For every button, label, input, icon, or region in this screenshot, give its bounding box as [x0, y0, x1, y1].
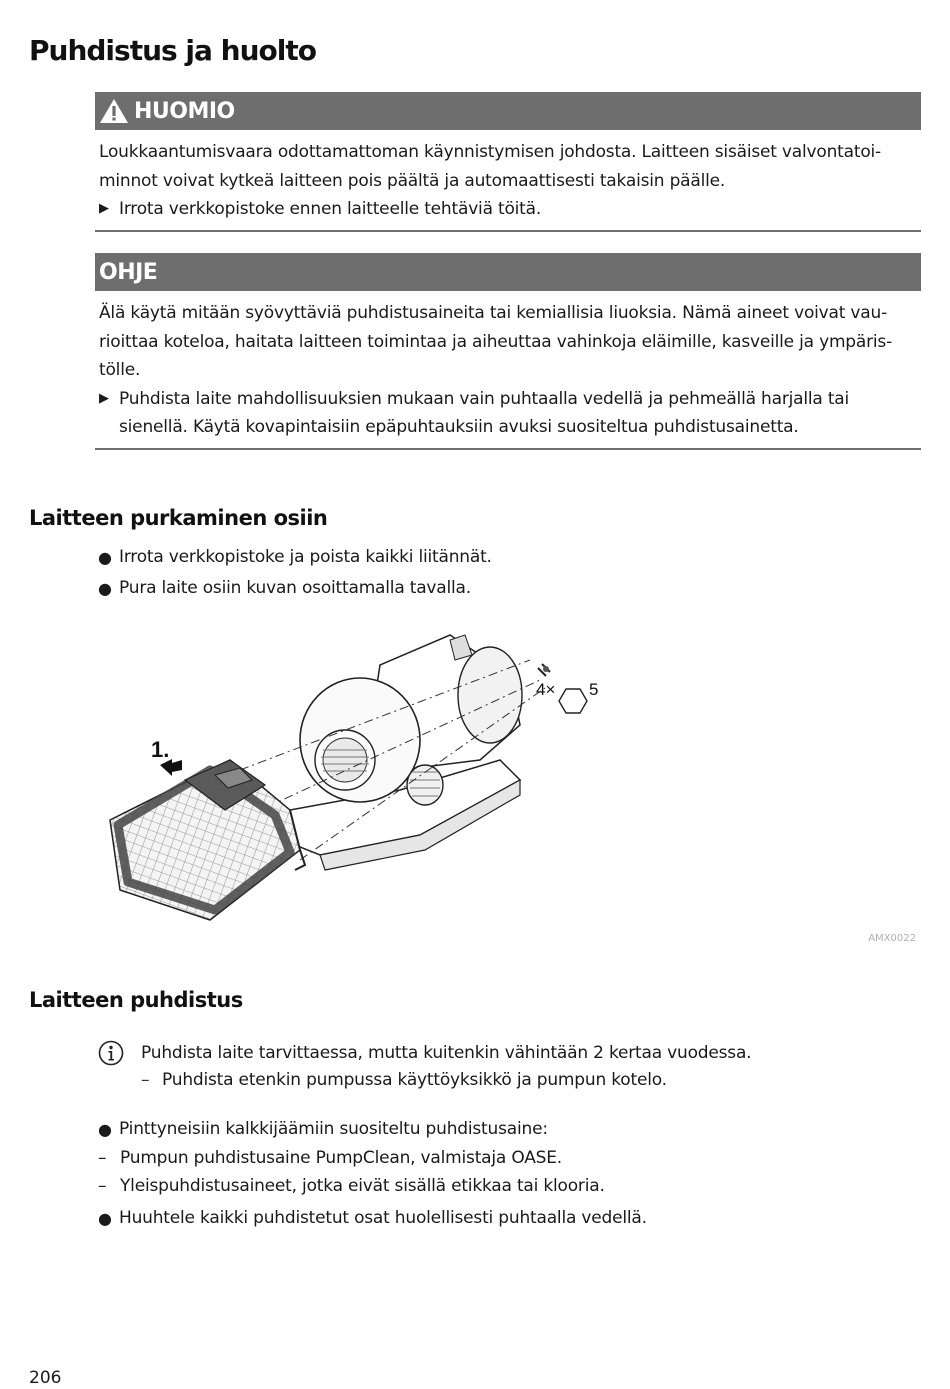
figure-code: AMX0022: [868, 933, 916, 944]
info-text: Puhdista laite tarvittaessa, mutta kuitenkin vähintään 2 kertaa vuodessa.: [141, 1043, 752, 1063]
info-icon: [98, 1040, 124, 1066]
pump-illustration: [100, 620, 620, 940]
note-instruction: [99, 385, 917, 442]
note-text: Älä käytä mitään syövyttäviä puhdistusaineita tai kemiallisia liuoksia. Nämä aineet voivat vau-rioittaa koteloa, haitata laitteen toimintaa ja aiheuttaa vahinkoja eläimille, kasveille ja ympäris-tölle.: [99, 303, 893, 380]
agent-item: Yleispuhdistusaineet, jotka eivät sisällä etikkaa tai klooria.: [120, 1176, 605, 1196]
disassembly-steps: [98, 545, 918, 607]
note-label: OHJE: [99, 259, 158, 285]
pump-disassembly-figure: [100, 620, 620, 940]
warning-text: Loukkaantumisvaara odottamattoman käynnistymisen johdosta. Laitteen sisäiset valvontatoi-minnot voivat kytkeä laitteen pois päältä ja automaattisesti takaisin päälle.: [99, 142, 881, 191]
warning-label: HUOMIO: [134, 98, 235, 124]
list-item: ● Irrota verkkopistoke ja poista kaikki liitännät.: [98, 545, 918, 570]
hex-key-icon: [559, 689, 587, 713]
info-sub-text: Puhdista etenkin pumpussa käyttöyksikkö ja pumpun kotelo.: [162, 1070, 667, 1090]
warning-instruction: [99, 195, 917, 224]
bullet-icon: ●: [98, 1120, 112, 1139]
list-item: ● Pinttyneisiin kalkkijäämiin suositeltu puhdistusaine: – Pumpun puhdistusaine PumpClean, valmistaja OASE. – Yleispuhdistusaineet, jotka eivät sisällä etikkaa tai klooria.: [98, 1117, 918, 1202]
dash-bullet-icon: –: [141, 1070, 150, 1090]
figure-step-label: 1.: [151, 737, 170, 762]
agent-item: Pumpun puhdistusaine PumpClean, valmistaja OASE.: [120, 1148, 562, 1168]
page-number: 206: [29, 1368, 62, 1388]
note-notice: [95, 253, 921, 450]
bullet-icon: ●: [98, 1209, 112, 1228]
bullet-icon: ●: [98, 579, 112, 598]
dash-bullet-icon: –: [98, 1176, 107, 1196]
list-item: ● Huuhtele kaikki puhdistetut osat huolellisesti puhtaalla vedellä.: [98, 1206, 918, 1231]
arrow-bullet-icon: ▶: [99, 390, 109, 406]
screw-size-label: 5: [589, 680, 599, 699]
cleaning-steps: [98, 1117, 918, 1237]
warning-instruction-text: Irrota verkkopistoke ennen laitteelle tehtäviä töitä.: [119, 199, 542, 219]
cleaning-heading: Laitteen puhdistus: [29, 988, 243, 1012]
cleaning-info: [98, 1040, 918, 1094]
page-title: Puhdistus ja huolto: [29, 34, 316, 67]
list-item: ● Pura laite osiin kuvan osoittamalla tavalla.: [98, 576, 918, 601]
dash-bullet-icon: –: [98, 1148, 107, 1168]
warning-notice: [95, 92, 921, 232]
warning-header: [95, 92, 921, 130]
screw-count-label: 4×: [536, 680, 556, 699]
warning-triangle-icon: [99, 98, 129, 124]
bullet-icon: ●: [98, 548, 112, 567]
note-instruction-text: Puhdista laite mahdollisuuksien mukaan vain puhtaalla vedellä ja pehmeällä harjalla tai sienellä. Käytä kovapintaisiin epäpuhtauksiin avuksi suositeltua puhdistusainetta.: [119, 388, 850, 437]
note-header: [95, 253, 921, 291]
disassembly-heading: Laitteen purkaminen osiin: [29, 506, 328, 530]
arrow-bullet-icon: ▶: [99, 201, 109, 216]
